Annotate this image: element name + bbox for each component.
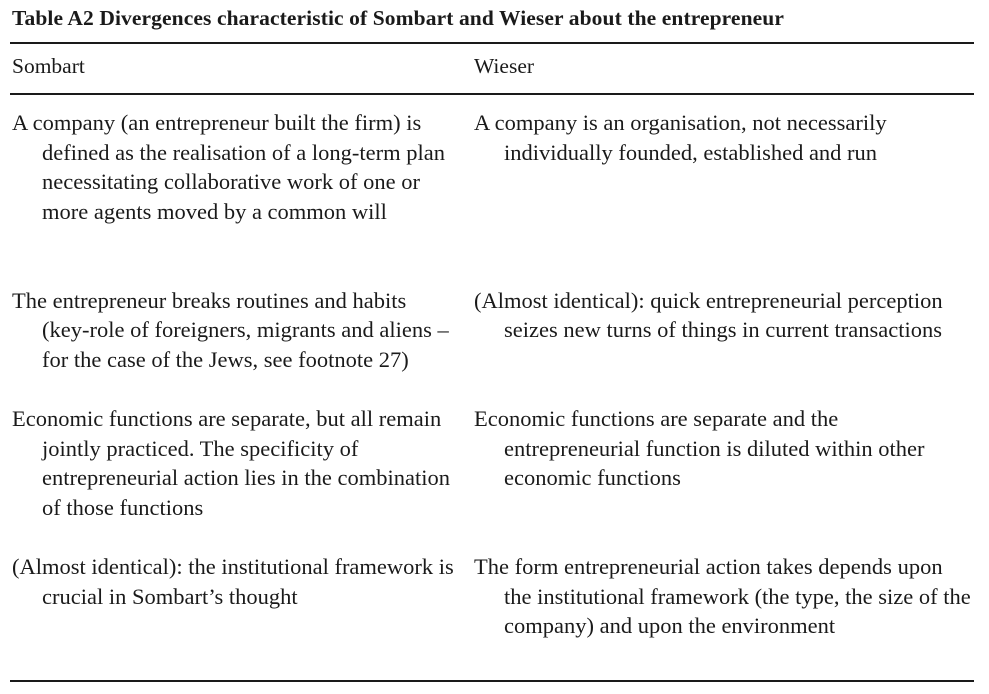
wieser-cell: Economic functions are separate and the entrepreneurial function is diluted within other economic functions: [474, 405, 925, 491]
sombart-cell: The entrepreneur breaks routines and habits (key-role of foreigners, migrants and aliens – for the case of the Jews, see footnote 27): [12, 287, 449, 372]
top-rule: [10, 42, 974, 44]
column-header-wieser: Wieser: [474, 54, 535, 78]
table-title: Table A2 Divergences characteristic of Sombart and Wieser about the entrepreneur: [12, 6, 784, 30]
table-row: [10, 286, 974, 404]
sombart-cell: Economic functions are separate, but all remain jointly practiced. The specificity of entrepreneurial action lies in the combination of those functions: [12, 405, 450, 520]
column-header-sombart: Sombart: [12, 54, 85, 78]
wieser-cell: A company is an organisation, not necessarily individually founded, established and run: [474, 110, 887, 165]
header-rule: [10, 93, 974, 95]
sombart-cell: (Almost identical): the institutional framework is crucial in Sombart’s thought: [12, 553, 454, 609]
table-row: [10, 404, 974, 552]
wieser-cell: (Almost identical): quick entrepreneurial perception seizes new turns of things in current transactions: [474, 287, 943, 343]
bottom-rule: [10, 680, 974, 682]
table-row: [10, 108, 974, 286]
table-row: [10, 552, 974, 670]
wieser-cell: The form entrepreneurial action takes depends upon the institutional framework (the type, the size of the company) and upon the environment: [474, 553, 971, 639]
table-body: [10, 108, 974, 670]
sombart-cell: A company (an entrepreneur built the firm) is defined as the realisation of a long-term plan necessitating collaborative work of one or more agents moved by a common will: [12, 110, 445, 224]
